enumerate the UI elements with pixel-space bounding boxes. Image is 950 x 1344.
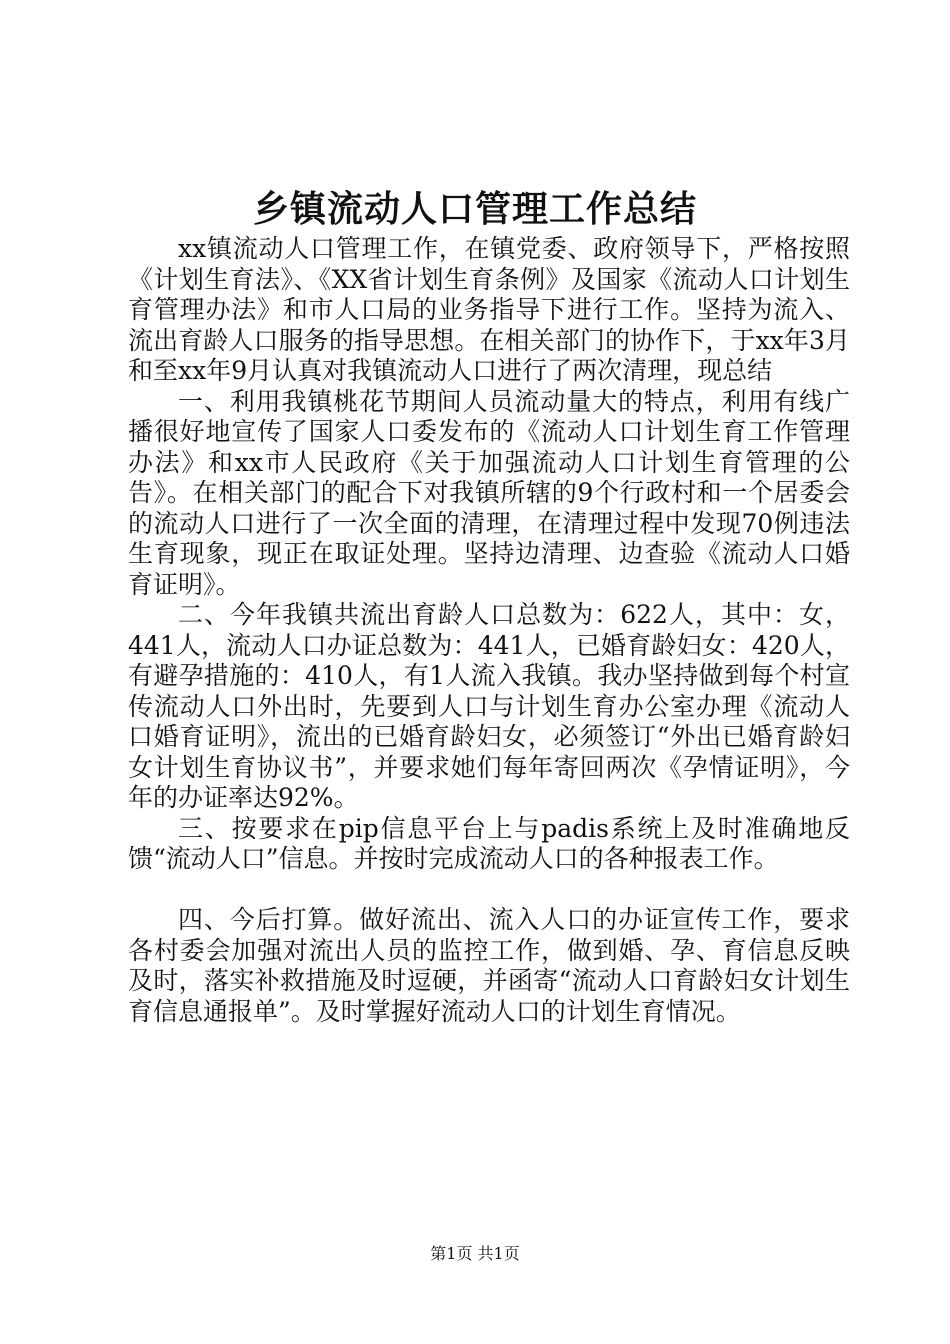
paragraph-section-two: 二、今年我镇共流出育龄人口总数为：622人，其中：女，441人，流动人口办证总数为：441人，已婚育龄妇女：420人，有避孕措施的：410人，有1人流入我镇。我办坚持做到每个村宣传流动人口外出时，先要到人口与计划生育办公室办理《流动人口婚育证明》，流出的已婚育龄妇女，必须签订“外出已婚育龄妇女计划生育协议书”，并要求她们每年寄回两次《孕情证明》，今年的办证率达92%。 bbox=[128, 600, 850, 812]
document-body bbox=[128, 234, 850, 1027]
paragraph-intro: xx镇流动人口管理工作，在镇党委、政府领导下，严格按照《计划生育法》、《XX省计划生育条例》及国家《流动人口计划生育管理办法》和市人口局的业务指导下进行工作。坚持为流入、流出育龄人口服务的指导思想。在相关部门的协作下，于xx年3月和至xx年9月认真对我镇流动人口进行了两次清理，现总结 bbox=[128, 234, 850, 385]
paragraph-section-one: 一、利用我镇桃花节期间人员流动量大的特点，利用有线广播很好地宣传了国家人口委发布的《流动人口计划生育工作管理办法》和xx市人民政府《关于加强流动人口计划生育管理的公告》。在相关部门的配合下对我镇所辖的9个行政村和一个居委会的流动人口进行了一次全面的清理，在清理过程中发现70例违法生育现象，现正在取证处理。坚持边清理、边查验《流动人口婚育证明》。 bbox=[128, 386, 850, 599]
page-title: 乡镇流动人口管理工作总结 bbox=[252, 189, 697, 230]
paragraph-section-four: 四、今后打算。做好流出、流入人口的办证宣传工作，要求各村委会加强对流出人员的监控工作，做到婚、孕、育信息反映及时，落实补救措施及时逗硬，并函寄“流动人口育龄妇女计划生育信息通报单”。及时掌握好流动人口的计划生育情况。 bbox=[128, 905, 850, 1026]
page-number: 第1页 共1页 bbox=[430, 1244, 520, 1263]
paragraph-section-three: 三、按要求在pip信息平台上与padis系统上及时准确地反馈“流动人口”信息。并按时完成流动人口的各种报表工作。 bbox=[128, 813, 850, 873]
